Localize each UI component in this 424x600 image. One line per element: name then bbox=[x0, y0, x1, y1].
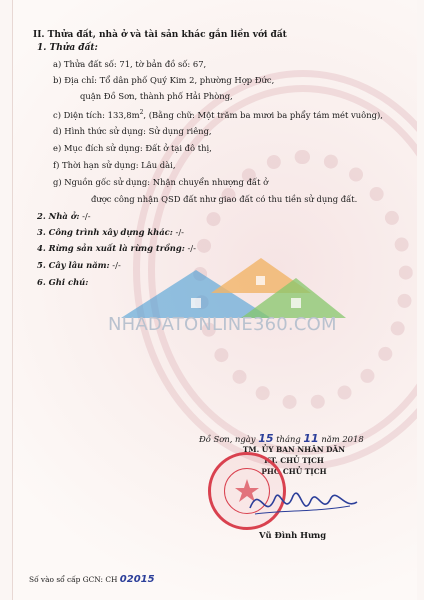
section-title: II. Thửa đất, nhà ở và tài sản khác gắn liền với đất bbox=[33, 30, 287, 40]
land-usage-form: d) Hình thức sử dụng: Sử dụng riêng, bbox=[53, 126, 212, 136]
forest-label: 4. Rừng sản xuất là rừng trồng: bbox=[37, 243, 185, 253]
watermark-text: NHADATONLINE360.COM bbox=[108, 314, 337, 335]
notes-label: 6. Ghi chú: bbox=[37, 277, 89, 287]
other-construction-row bbox=[37, 227, 184, 237]
month-label: tháng bbox=[276, 434, 301, 444]
perennial-value: -/- bbox=[109, 260, 121, 270]
date-year: năm 2018 bbox=[321, 434, 364, 444]
forest-value: -/- bbox=[184, 243, 196, 253]
register-number bbox=[29, 574, 155, 586]
land-area bbox=[53, 109, 383, 120]
land-address: b) Địa chỉ: Tổ dân phố Quý Kim 2, phường Hợp Đức, bbox=[53, 75, 275, 85]
register-label: Số vào sổ cấp GCN: CH bbox=[29, 575, 118, 584]
house-row bbox=[37, 211, 91, 221]
other-construction-label: 3. Công trình xây dựng khác: bbox=[37, 227, 173, 237]
certificate-page bbox=[12, 0, 417, 600]
date-month: 11 bbox=[303, 432, 319, 445]
register-value: 02015 bbox=[119, 574, 155, 585]
house-label: 2. Nhà ở: bbox=[37, 211, 80, 221]
signer-kt: KT. CHỦ TỊCH bbox=[264, 456, 324, 465]
land-usage-purpose: e) Mục đích sử dụng: Đất ở tại đô thị, bbox=[53, 143, 212, 153]
land-parcel-number: a) Thửa đất số: 71, tờ bản đồ số: 67, bbox=[53, 59, 207, 69]
place-date bbox=[199, 432, 364, 445]
land-area-unit-sup: 2 bbox=[139, 109, 144, 116]
date-day: 15 bbox=[258, 432, 274, 445]
land-address-cont: quận Đồ Sơn, thành phố Hải Phòng, bbox=[80, 91, 233, 101]
land-usage-term: f) Thời hạn sử dụng: Lâu dài, bbox=[53, 160, 176, 170]
house-value: -/- bbox=[79, 211, 91, 221]
notes-row bbox=[37, 277, 88, 287]
perennial-label: 5. Cây lâu năm: bbox=[37, 260, 110, 270]
signature-scribble bbox=[245, 478, 365, 528]
other-construction-value: -/- bbox=[172, 227, 185, 237]
signer-role: PHÓ CHỦ TỊCH bbox=[261, 467, 327, 476]
place-date-prefix: Đồ Sơn, ngày bbox=[199, 434, 256, 444]
land-area-value: c) Diện tích: 133,8m bbox=[53, 109, 140, 120]
land-area-words: , (Bằng chữ: Một trăm ba mươi ba phẩy tám mét vuông), bbox=[143, 109, 383, 120]
signer-name: Vũ Đình Hưng bbox=[259, 530, 327, 540]
land-origin: g) Nguồn gốc sử dụng: Nhận chuyển nhượng đất ở bbox=[53, 177, 269, 187]
signer-org: TM. ỦY BAN NHÂN DÂN bbox=[242, 445, 346, 454]
land-heading: 1. Thửa đất: bbox=[37, 43, 98, 53]
land-origin-cont: được công nhận QSD đất như giao đất có thu tiền sử dụng đất. bbox=[91, 194, 358, 204]
